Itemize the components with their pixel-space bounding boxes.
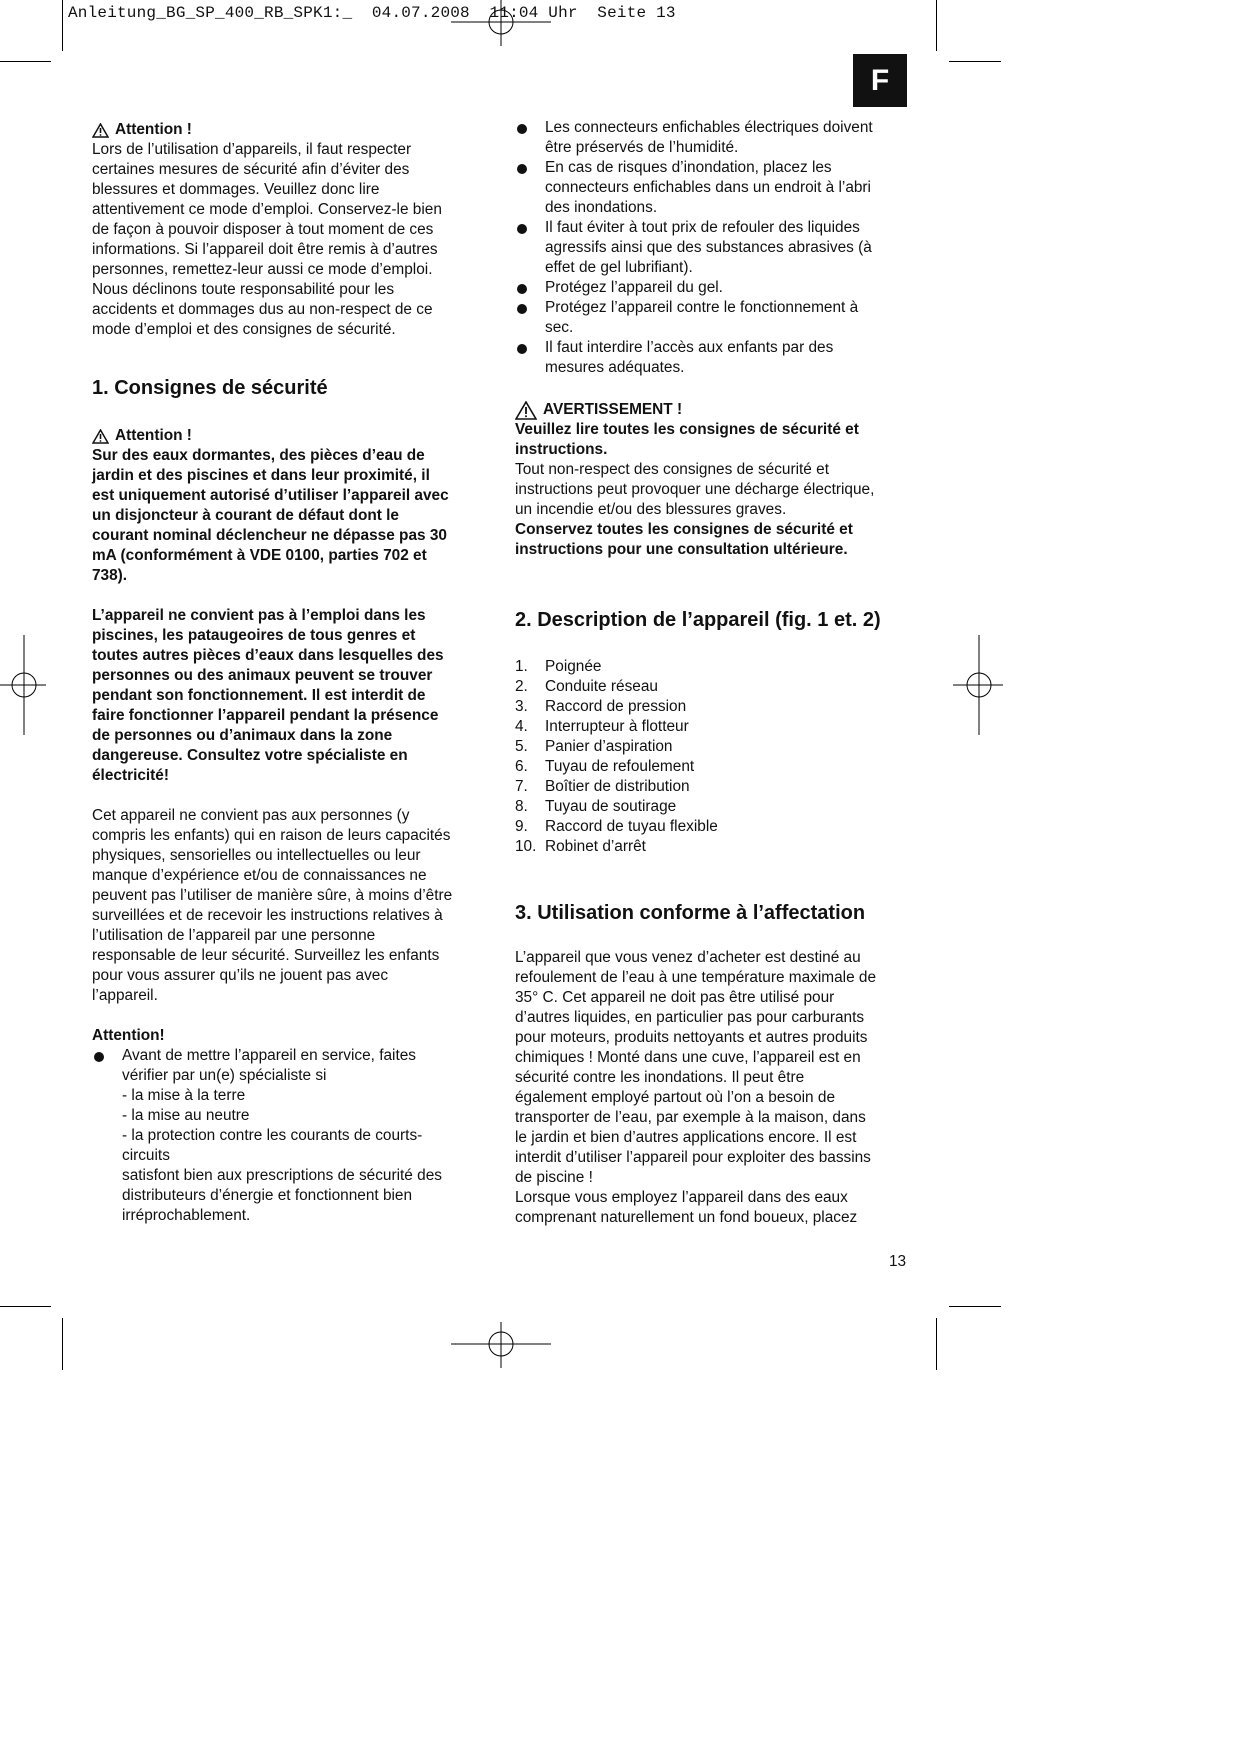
precautions-list	[515, 118, 915, 378]
item-number: 8.	[515, 798, 528, 815]
text-line: L’appareil que vous venez d’acheter est destiné au	[515, 949, 861, 966]
list-item	[515, 158, 915, 218]
text-line: irréprochablement.	[122, 1207, 251, 1224]
text-line: L’appareil ne convient pas à l’emploi dans les	[92, 607, 426, 624]
text-line: instructions pour une consultation ultérieure.	[515, 541, 848, 558]
list-item	[515, 717, 915, 737]
item-label: Robinet d’arrêt	[545, 838, 646, 855]
text-line: 35° C. Cet appareil ne doit pas être utilisé pour	[515, 989, 835, 1006]
text-line: compris les enfants) qui en raison de leurs capacités	[92, 827, 451, 844]
safety-warning-rcd	[92, 446, 492, 586]
list-item	[515, 777, 915, 797]
text-line: surveillées et de recevoir les instructions relatives à	[92, 907, 443, 924]
text-line: Sur des eaux dormantes, des pièces d’eau de	[92, 447, 425, 464]
text-line: refoulement de l’eau à une température maximale de	[515, 969, 877, 986]
text-line: - la mise au neutre	[122, 1107, 250, 1124]
list-item	[92, 1046, 492, 1226]
text-line: mA (conformément à VDE 0100, parties 702 et	[92, 547, 427, 564]
warning-consequences	[515, 460, 915, 520]
text-line: pour moteurs, produits nettoyants et autres produits	[515, 1029, 868, 1046]
right-column	[515, 118, 915, 1228]
text-line: agressifs ainsi que des substances abrasives (à	[545, 239, 872, 256]
text-line: Les connecteurs enfichables électriques doivent	[545, 119, 873, 136]
item-label: Raccord de pression	[545, 698, 687, 715]
text-line: de façon à pouvoir disposer à tout moment de ces	[92, 221, 434, 238]
attention-heading-safety	[92, 426, 492, 446]
text-line: accidents et dommages dus au non-respect de ce	[92, 301, 433, 318]
item-number: 1.	[515, 658, 528, 675]
text-line: l’utilisation de l’appareil par une personne	[92, 927, 376, 944]
text-line: l’appareil.	[92, 987, 158, 1004]
list-item	[515, 298, 915, 338]
text-line: Tout non-respect des consignes de sécurité et	[515, 461, 829, 478]
section-2-title: 2. Description de l’appareil (fig. 1 et. 2)	[515, 609, 881, 631]
registration-mark-left	[0, 635, 46, 735]
left-column	[92, 120, 492, 1226]
text-line: satisfont bien aux prescriptions de sécurité des	[122, 1167, 442, 1184]
text-line: certaines mesures de sécurité afin d’éviter des	[92, 161, 410, 178]
text-line: électricité!	[92, 767, 169, 784]
text-line: Veuillez lire toutes les consignes de sécurité et	[515, 421, 859, 438]
attention-title: Attention !	[115, 121, 192, 138]
text-line: vérifier par un(e) spécialiste si	[122, 1067, 327, 1084]
text-line: piscines, les pataugeoires de tous genres et	[92, 627, 416, 644]
warning-triangle-icon	[515, 401, 537, 420]
text-line: personnes ou des animaux peuvent se trouver	[92, 667, 433, 684]
item-label: Conduite réseau	[545, 678, 658, 695]
warning-triangle-icon	[92, 123, 109, 138]
text-line: Lorsque vous employez l’appareil dans des eaux	[515, 1189, 848, 1206]
list-item	[515, 657, 915, 677]
list-item	[515, 737, 915, 757]
section-3-paragraph	[515, 948, 915, 1228]
safety-warning-pools	[92, 606, 492, 786]
text-line: instructions peut provoquer une décharge électrique,	[515, 481, 875, 498]
text-line: sec.	[545, 319, 574, 336]
attention-heading-check: Attention!	[92, 1027, 165, 1044]
item-label: Poignée	[545, 658, 602, 675]
attention-title: Attention !	[115, 427, 192, 444]
text-line: blessures et dommages. Veuillez donc lire	[92, 181, 380, 198]
warning-triangle-icon	[92, 429, 109, 444]
section-1-title: 1. Consignes de sécurité	[92, 377, 328, 399]
registration-mark-right	[953, 635, 1003, 735]
text-line: Conservez toutes les consignes de sécurité et	[515, 521, 853, 538]
text-line: effet de gel lubrifiant).	[545, 259, 693, 276]
warning-read-instructions	[515, 420, 915, 460]
warning-heading	[515, 400, 915, 420]
intro-paragraph	[92, 140, 492, 340]
text-line: Protégez l’appareil contre le fonctionnement à	[545, 299, 859, 316]
text-line: comprenant naturellement un fond boueux, placez	[515, 1209, 858, 1226]
text-line: d’autres liquides, en particulier pas pour carburants	[515, 1009, 865, 1026]
item-number: 9.	[515, 818, 528, 835]
text-line: mesures adéquates.	[545, 359, 685, 376]
text-line: mode d’emploi et des consignes de sécurité.	[92, 321, 396, 338]
list-item	[515, 757, 915, 777]
page-number: 13	[889, 1253, 907, 1270]
text-line: - la mise à la terre	[122, 1087, 246, 1104]
text-line: transporter de l’eau, par exemple à la maison, dans	[515, 1109, 866, 1126]
text-line: Cet appareil ne convient pas aux personnes (y	[92, 807, 410, 824]
list-item	[515, 837, 915, 857]
text-line: chimiques ! Monté dans une cuve, l’appareil est en	[515, 1049, 861, 1066]
text-line: instructions.	[515, 441, 608, 458]
text-line: manque d’expérience et/ou de connaissances ne	[92, 867, 427, 884]
text-line: 738).	[92, 567, 128, 584]
text-line: un disjoncteur à courant de défaut dont le	[92, 507, 399, 524]
text-line: En cas de risques d’inondation, placez les	[545, 159, 832, 176]
text-line: attentivement ce mode d’emploi. Conservez-le bien	[92, 201, 442, 218]
text-line: Il faut interdire l’accès aux enfants par des	[545, 339, 834, 356]
list-item	[515, 218, 915, 278]
language-badge: F	[853, 54, 907, 107]
item-number: 4.	[515, 718, 528, 735]
registration-mark-top	[451, 0, 551, 46]
text-line: physiques, sensorielles ou intellectuelles ou leur	[92, 847, 421, 864]
children-paragraph	[92, 806, 492, 1006]
text-line: Nous déclinons toute responsabilité pour les	[92, 281, 395, 298]
text-line: Il faut éviter à tout prix de refouler des liquides	[545, 219, 860, 236]
item-number: 10.	[515, 838, 537, 855]
text-line: courant nominal déclencheur ne dépasse pas 30	[92, 527, 447, 544]
item-number: 6.	[515, 758, 528, 775]
text-line: personnes, remettez-leur aussi ce mode d’emploi.	[92, 261, 433, 278]
item-number: 2.	[515, 678, 528, 695]
item-label: Raccord de tuyau flexible	[545, 818, 718, 835]
text-line: de personnes ou d’animaux dans la zone	[92, 727, 393, 744]
list-item	[515, 118, 915, 158]
text-line: responsable de leur sécurité. Surveillez les enfants	[92, 947, 440, 964]
item-label: Tuyau de soutirage	[545, 798, 677, 815]
text-line: pendant son fonctionnement. Il est interdit de	[92, 687, 426, 704]
text-line: dangereuse. Consultez votre spécialiste en	[92, 747, 408, 764]
list-item	[515, 697, 915, 717]
list-item	[515, 278, 915, 298]
text-line: le jardin et bien d’autres applications encore. Il est	[515, 1129, 857, 1146]
item-number: 5.	[515, 738, 528, 755]
text-line: - la protection contre les courants de courts-	[122, 1127, 423, 1144]
item-number: 3.	[515, 698, 528, 715]
text-line: Protégez l’appareil du gel.	[545, 279, 723, 296]
text-line: des inondations.	[545, 199, 658, 216]
text-line: distributeurs d’énergie et fonctionnent bien	[122, 1187, 413, 1204]
item-label: Interrupteur à flotteur	[545, 718, 689, 735]
parts-list	[515, 657, 915, 857]
text-line: est uniquement autorisé d’utiliser l’appareil avec	[92, 487, 449, 504]
text-line: informations. Si l’appareil doit être remis à d’autres	[92, 241, 438, 258]
text-line: Lors de l’utilisation d’appareils, il faut respecter	[92, 141, 412, 158]
print-header: Anleitung_BG_SP_400_RB_SPK1:_ 04.07.2008 11:04 Uhr Seite 13	[68, 4, 676, 22]
text-line: toutes autres pièces d’eaux dans lesquelles des	[92, 647, 444, 664]
text-line: de piscine !	[515, 1169, 593, 1186]
text-line: Avant de mettre l’appareil en service, faites	[122, 1047, 417, 1064]
item-number: 7.	[515, 778, 528, 795]
item-label: Tuyau de refoulement	[545, 758, 695, 775]
list-item	[515, 817, 915, 837]
text-line: être préservés de l’humidité.	[545, 139, 739, 156]
check-list	[92, 1046, 492, 1226]
warning-keep-instructions	[515, 520, 915, 560]
text-line: un incendie et/ou des blessures graves.	[515, 501, 787, 518]
list-item	[515, 338, 915, 378]
text-line: également employé partout où l’on a besoin de	[515, 1089, 836, 1106]
registration-mark-bottom	[451, 1322, 551, 1368]
text-line: peuvent pas l’utiliser de manière sûre, à moins d’être	[92, 887, 453, 904]
text-line: faire fonctionner l’appareil pendant la présence	[92, 707, 439, 724]
text-line: interdit d’utiliser l’appareil pour exploiter des bassins	[515, 1149, 871, 1166]
text-line: jardin et des piscines et dans leur proximité, il	[92, 467, 430, 484]
warning-title: AVERTISSEMENT !	[543, 401, 683, 418]
section-3-title: 3. Utilisation conforme à l’affectation	[515, 902, 866, 924]
text-line: sécurité contre les inondations. Il peut être	[515, 1069, 805, 1086]
text-line: connecteurs enfichables dans un endroit à l’abri	[545, 179, 871, 196]
item-label: Boîtier de distribution	[545, 778, 690, 795]
text-line: circuits	[122, 1147, 170, 1164]
attention-heading-intro	[92, 120, 492, 140]
text-line: pour vous assurer qu’ils ne jouent pas avec	[92, 967, 389, 984]
item-label: Panier d’aspiration	[545, 738, 673, 755]
list-item	[515, 797, 915, 817]
list-item	[515, 677, 915, 697]
